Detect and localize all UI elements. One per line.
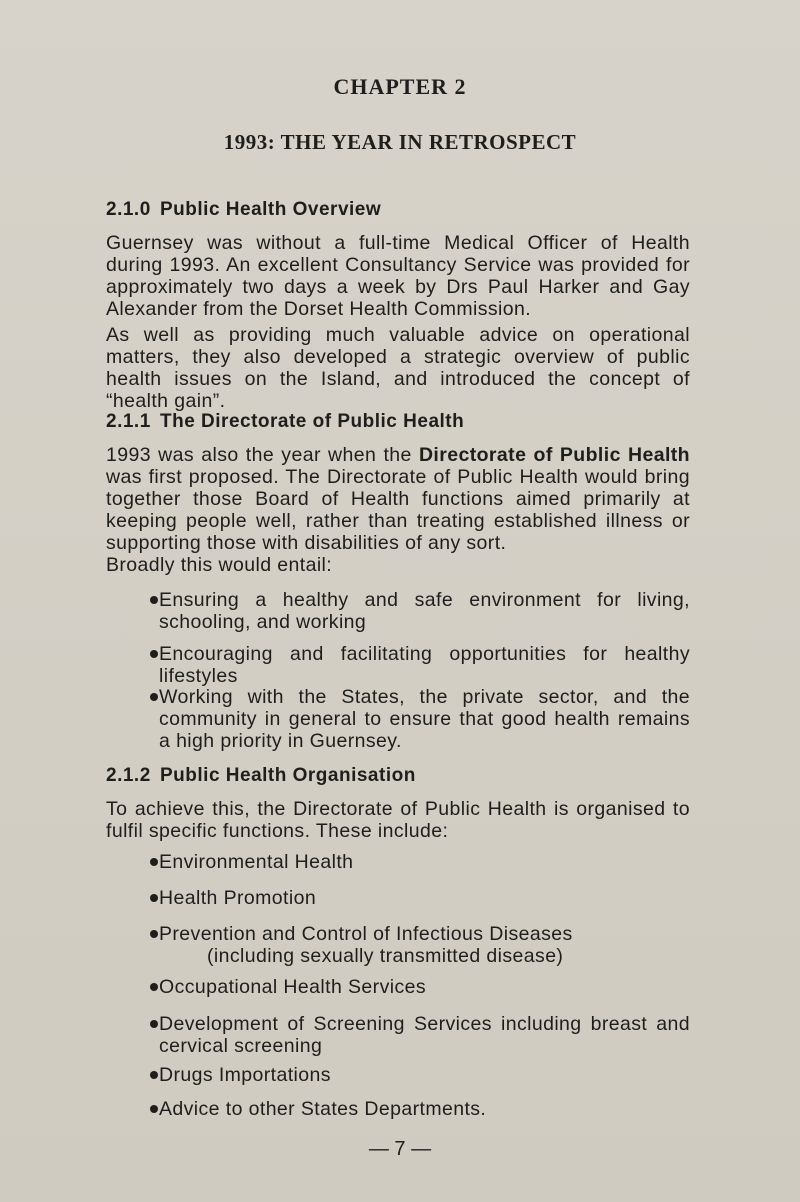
- chapter-subtitle: 1993: THE YEAR IN RETROSPECT: [223, 130, 577, 154]
- section-number: 2.1.0: [106, 199, 151, 220]
- page-number: — 7 —: [368, 1138, 432, 1160]
- bullet-icon: [150, 1071, 158, 1079]
- paragraph-text: was first proposed. The Directorate of Public Health would bring together those Board of Health functions aimed primarily at keeping people well, rather than treating established illness or supporting those with disabilities of any sort.: [106, 466, 690, 554]
- section-number: 2.1.1: [106, 411, 151, 432]
- list-item-text: Development of Screening Services including breast and cervical screening: [159, 1013, 690, 1057]
- bullet-icon: [150, 693, 158, 701]
- paragraph-overview-1: Guernsey was without a full-time Medical Officer of Health during 1993. An excellent Consultancy Service was provided for approximately two days a week by Drs Paul Harker and Gay Alexander from the Dorset Health Commission.: [106, 232, 690, 320]
- bullet-icon: [150, 894, 158, 902]
- bullet-icon: [150, 650, 158, 658]
- bullet-icon: [150, 1105, 158, 1113]
- bullet-icon: [150, 858, 158, 866]
- list-item-text: Environmental Health: [159, 851, 354, 873]
- section-number: 2.1.2: [106, 765, 151, 786]
- list-item-text: Encouraging and facilitating opportunities for healthy lifestyles: [159, 643, 690, 687]
- paragraph-organisation-1: To achieve this, the Directorate of Public Health is organised to fulfil specific functions. These include:: [106, 798, 690, 842]
- list-item-text: [159, 923, 690, 967]
- list-item-text: Ensuring a healthy and safe environment for living, schooling, and working: [159, 589, 690, 633]
- paragraph-directorate-1: [106, 444, 690, 554]
- list-item-subline: (including sexually transmitted disease): [207, 945, 564, 967]
- section-heading-2-1-1: [106, 411, 464, 433]
- paragraph-overview-2: As well as providing much valuable advice on operational matters, they also developed a strategic overview of public health issues on the Island, and introduced the concept of “health gain”.: [106, 324, 690, 412]
- paragraph-directorate-2: Broadly this would entail:: [106, 554, 333, 576]
- list-item-text: Working with the States, the private sector, and the community in general to ensure that good health remains a high priority in Guernsey.: [159, 686, 690, 752]
- section-heading-2-1-0: [106, 199, 381, 221]
- list-item-text: Drugs Importations: [159, 1064, 331, 1086]
- list-item-text: Health Promotion: [159, 887, 317, 909]
- section-heading-2-1-2: [106, 765, 416, 787]
- bullet-icon: [150, 930, 158, 938]
- bullet-icon: [150, 983, 158, 991]
- section-title: The Directorate of Public Health: [160, 411, 465, 432]
- bullet-icon: [150, 1020, 158, 1028]
- chapter-title: CHAPTER 2: [333, 74, 467, 99]
- list-item-text: Advice to other States Departments.: [159, 1098, 487, 1120]
- list-item-main: Prevention and Control of Infectious Diseases: [159, 923, 573, 945]
- list-item-text: Occupational Health Services: [159, 976, 426, 998]
- directorate-emphasis: Directorate of Public Health: [418, 444, 690, 466]
- section-title: Public Health Overview: [160, 199, 382, 220]
- section-title: Public Health Organisation: [160, 765, 416, 786]
- bullet-icon: [150, 596, 158, 604]
- paragraph-text: 1993 was also the year when the: [106, 444, 419, 466]
